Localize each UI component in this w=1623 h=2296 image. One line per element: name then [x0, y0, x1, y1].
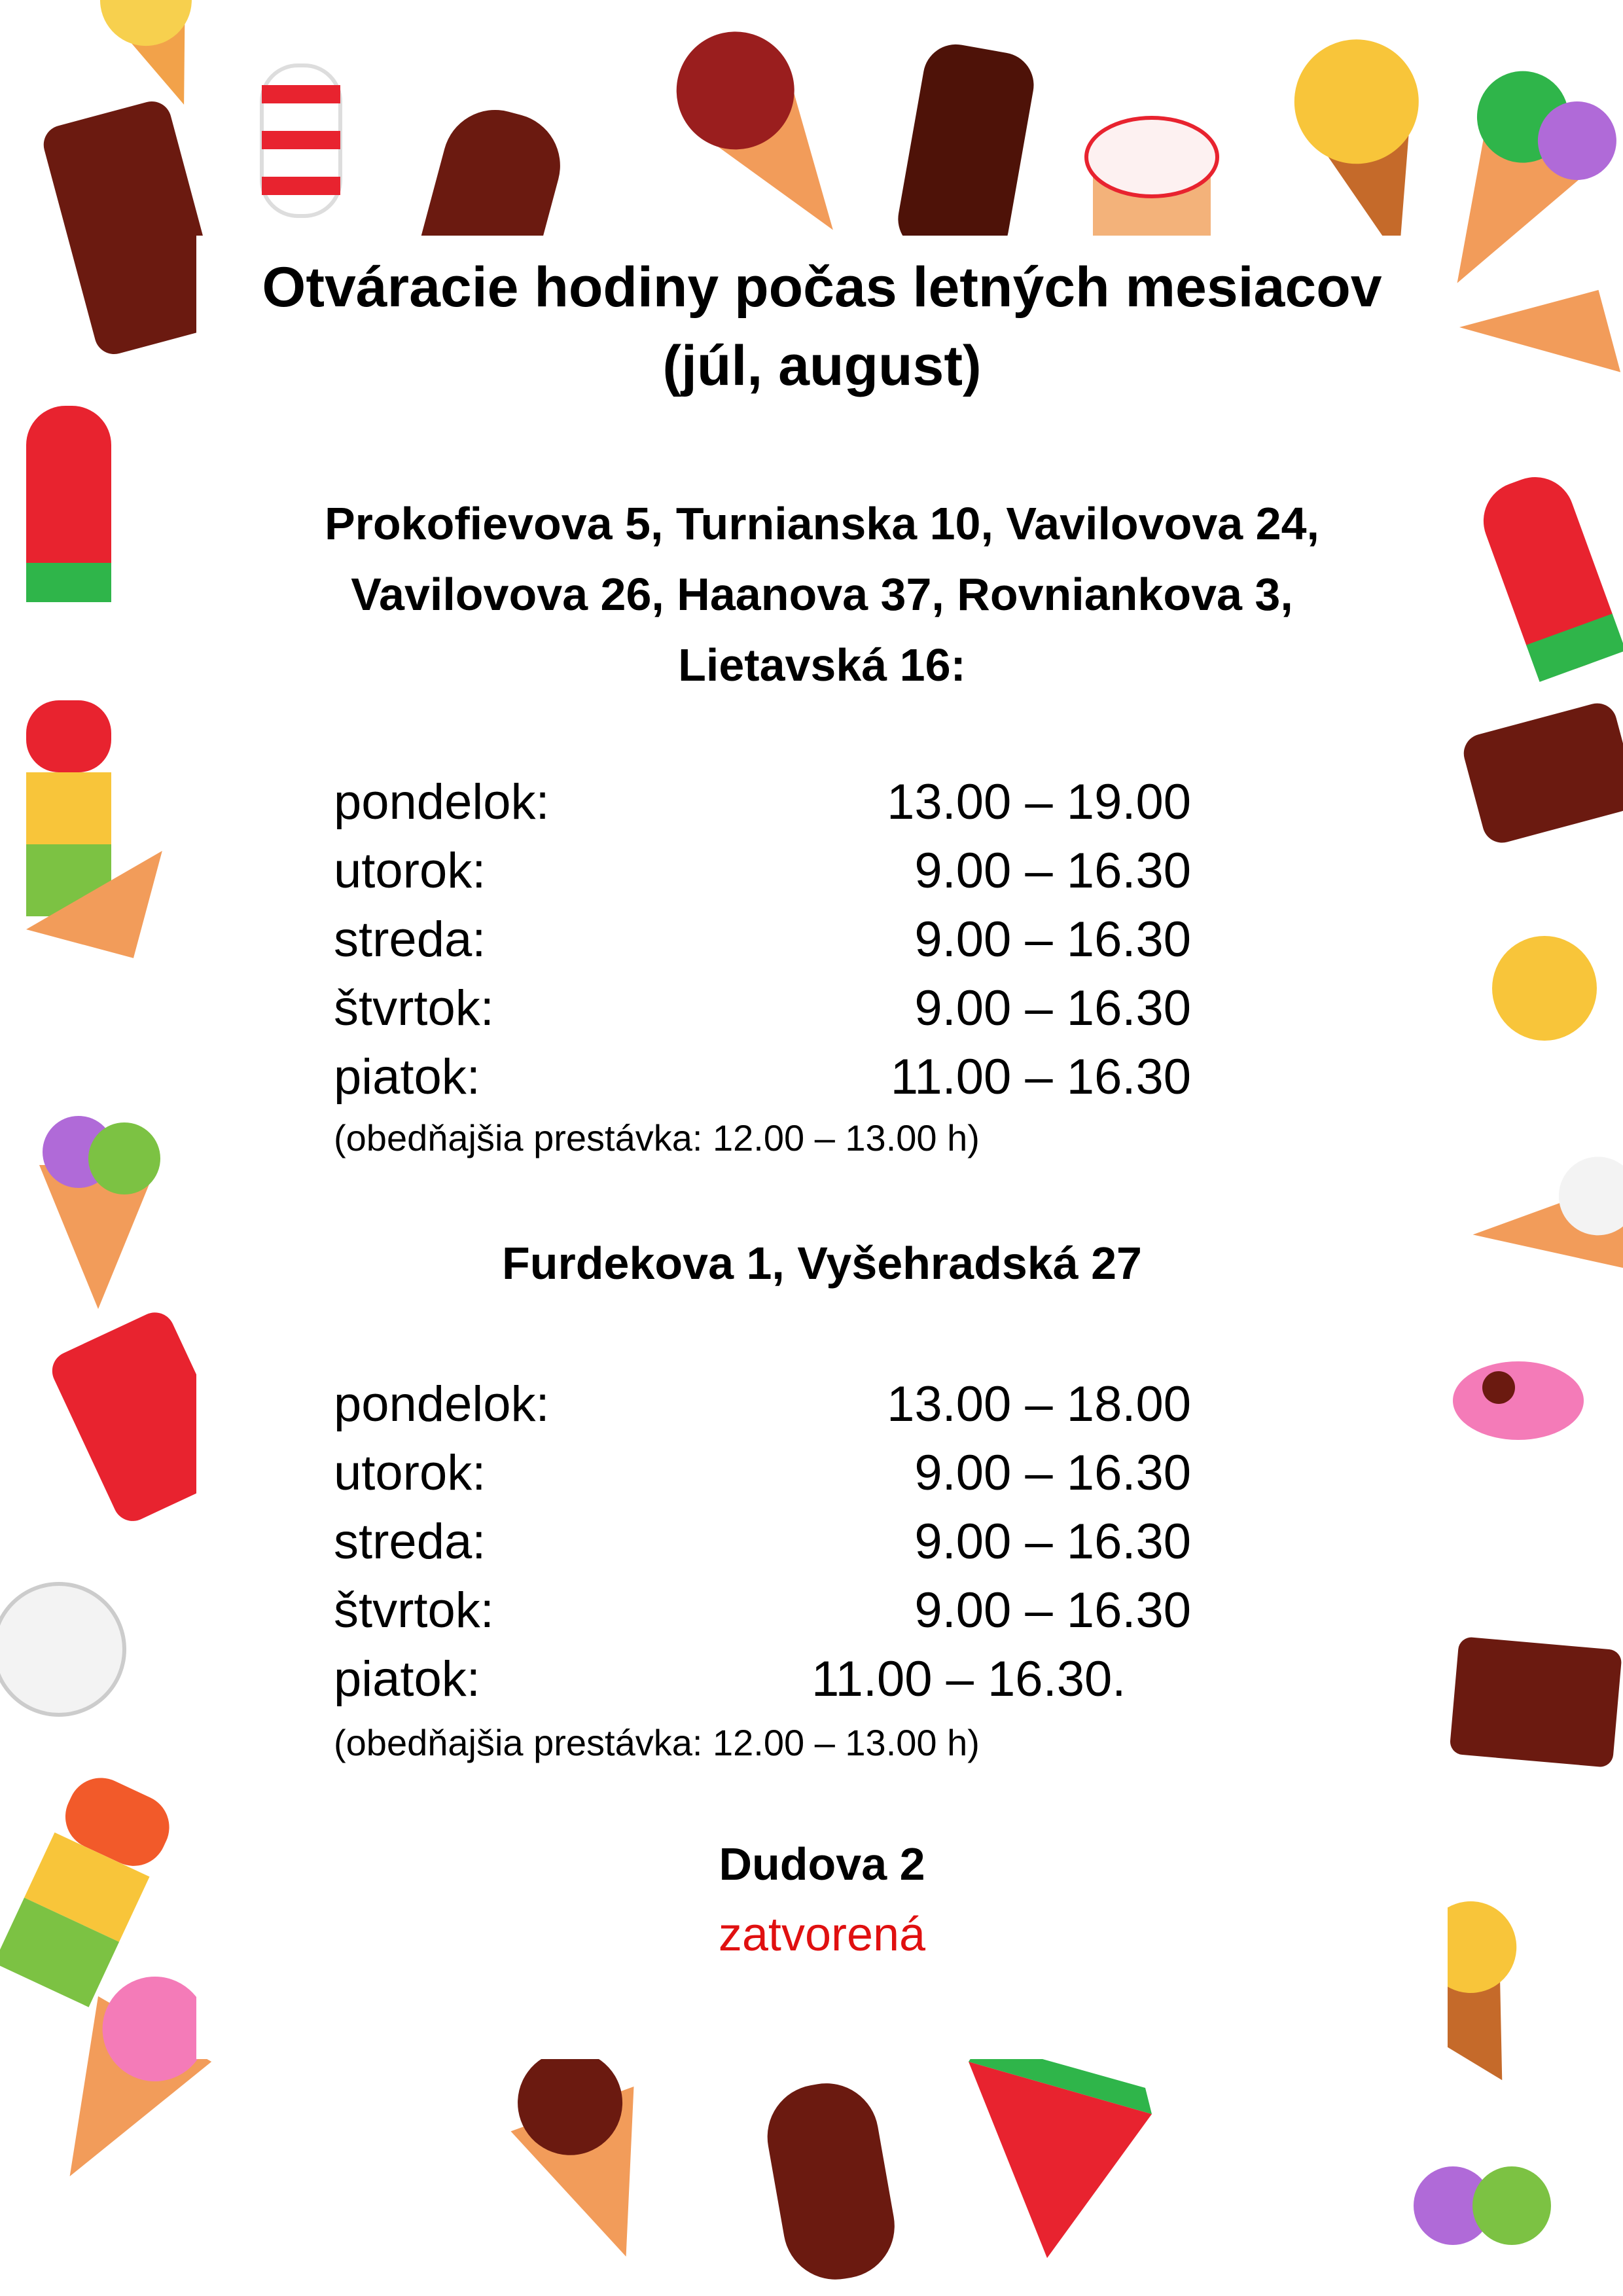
- watermelon-popsicle-icon: [969, 2042, 1152, 2258]
- opening-hours-value: 9.00 – 16.30: [914, 1445, 1191, 1501]
- day-label: štvrtok:: [334, 980, 494, 1036]
- opening-hours-value: 13.00 – 19.00: [887, 774, 1191, 830]
- sundae-icon: [1086, 118, 1217, 236]
- ice-cream-cone-icon: [1461, 1145, 1623, 1320]
- striped-popsicle-icon: [262, 65, 340, 216]
- opening-hours-value: 9.00 – 16.30: [914, 912, 1191, 967]
- address-line: Lietavská 16:: [678, 639, 966, 691]
- opening-hours-value: 11.00 – 16.30.: [812, 1651, 1126, 1707]
- ice-cream-cone-icon: [653, 9, 881, 264]
- day-label: streda:: [334, 1514, 486, 1570]
- ice-cream-cone-icon: [1492, 936, 1597, 1041]
- day-label: utorok:: [334, 843, 486, 899]
- day-label: streda:: [334, 912, 486, 967]
- scoop-icon: [0, 1584, 124, 1715]
- opening-hours-value: 11.00 – 16.30: [890, 1049, 1191, 1105]
- address-line: Furdekova 1, Vyšehradská 27: [502, 1238, 1142, 1289]
- opening-hours-value: 13.00 – 18.00: [887, 1376, 1191, 1432]
- address-line: Prokofievova 5, Turnianska 10, Vavilovova 24,: [324, 498, 1319, 549]
- page-title-line2: (júl, august): [662, 334, 982, 397]
- rainbow-popsicle-icon: [26, 700, 111, 916]
- day-label: pondelok:: [334, 1376, 550, 1432]
- chocolate-popsicle-icon: [759, 2075, 903, 2287]
- day-label: utorok:: [334, 1445, 486, 1501]
- opening-hours-value: 9.00 – 16.30: [914, 1583, 1191, 1638]
- address-line: Dudova 2: [719, 1839, 925, 1890]
- chocolate-bar-icon: [1449, 1636, 1622, 1768]
- opening-hours-panel: [196, 236, 1448, 2059]
- ice-cream-cone-icon: [1459, 290, 1620, 410]
- opening-hours-value: 9.00 – 16.30: [914, 1514, 1191, 1570]
- rainbow-popsicle-icon: [0, 1767, 180, 2007]
- ice-cream-cone-icon: [491, 2031, 688, 2279]
- ice-cream-cone-icon: [39, 1116, 160, 1309]
- watermelon-popsicle-icon: [1472, 466, 1623, 682]
- watermelon-popsicle-icon: [26, 406, 111, 602]
- address-line: Vavilovova 26, Haanova 37, Rovniankova 3,: [351, 569, 1293, 620]
- day-label: štvrtok:: [334, 1583, 494, 1638]
- page-title-line1: Otváracie hodiny počas letných mesiacov: [262, 256, 1382, 319]
- chocolate-bar-icon: [1459, 699, 1623, 847]
- chocolate-popsicle-icon: [893, 39, 1039, 265]
- ice-cream-cone-icon: [1414, 2166, 1551, 2245]
- day-label: pondelok:: [334, 774, 550, 830]
- opening-hours-value: 9.00 – 16.30: [914, 980, 1191, 1036]
- opening-hours-value: 9.00 – 16.30: [914, 843, 1191, 899]
- day-label: piatok:: [334, 1651, 480, 1707]
- sundae-icon: [1453, 1361, 1584, 1440]
- lunch-break-note: (obedňajšia prestávka: 12.00 – 13.00 h): [334, 1117, 980, 1158]
- closed-status: zatvorená: [718, 1909, 926, 1961]
- day-label: piatok:: [334, 1049, 480, 1105]
- lunch-break-note: (obedňajšia prestávka: 12.00 – 13.00 h): [334, 1722, 980, 1763]
